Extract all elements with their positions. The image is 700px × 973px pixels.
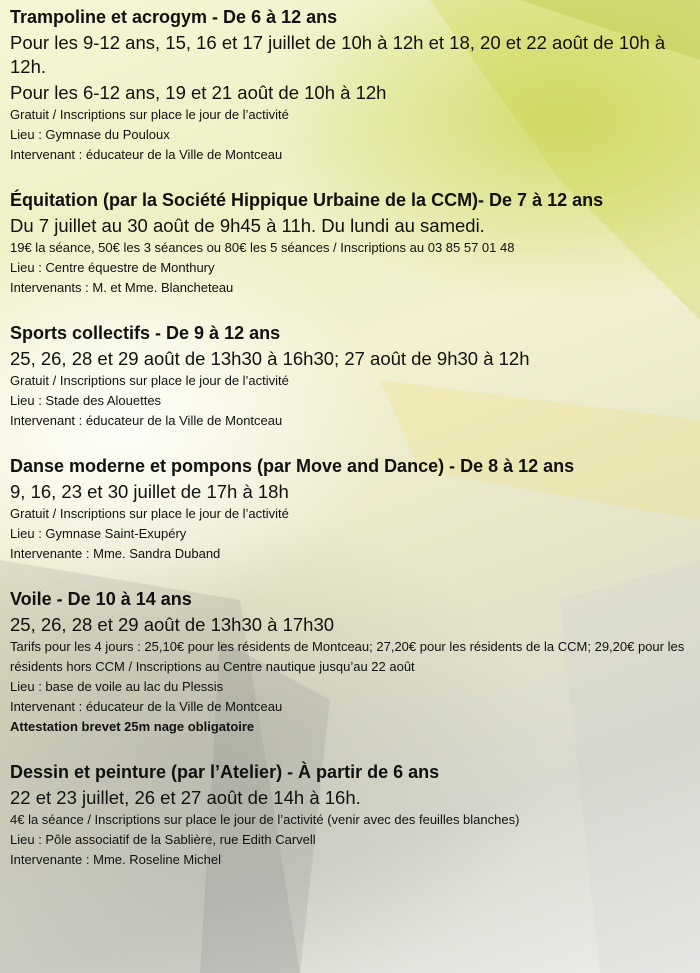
- activity-instructor: Intervenants : M. et Mme. Blancheteau: [10, 280, 234, 295]
- activity-sports-collectifs: [10, 322, 690, 431]
- activity-instructor: Intervenante : Mme. Roseline Michel: [10, 852, 221, 867]
- activity-pricing: Tarifs pour les 4 jours : 25,10€ pour les résidents de Montceau; 27,20€ pour les résidents de la CCM; 29,20€ pour les résidents hors CCM / Inscriptions au Centre nautique jusqu’au 22 août: [10, 639, 685, 674]
- activity-location: Lieu : Centre équestre de Monthury: [10, 260, 215, 275]
- activity-location: Lieu : Gymnase du Pouloux: [10, 127, 170, 142]
- activity-location: Lieu : base de voile au lac du Plessis: [10, 679, 224, 694]
- activity-location: Lieu : Gymnase Saint-Exupéry: [10, 526, 187, 541]
- activity-instructor: Intervenante : Mme. Sandra Duband: [10, 546, 221, 561]
- activity-danse: [10, 455, 690, 564]
- activity-dates: 9, 16, 23 et 30 juillet de 17h à 18h: [10, 481, 289, 502]
- activity-dates: 25, 26, 28 et 29 août de 13h30 à 17h30: [10, 614, 335, 635]
- activity-requirement: Attestation brevet 25m nage obligatoire: [10, 719, 255, 734]
- activity-instructor: Intervenant : éducateur de la Ville de Montceau: [10, 413, 283, 428]
- activity-dessin: [10, 761, 690, 870]
- activity-title: Trampoline et acrogym - De 6 à 12 ans: [10, 7, 338, 27]
- activity-title: Voile - De 10 à 14 ans: [10, 589, 192, 609]
- activity-title: Dessin et peinture (par l’Atelier) - À partir de 6 ans: [10, 762, 440, 782]
- activity-pricing: Gratuit / Inscriptions sur place le jour de l’activité: [10, 506, 289, 521]
- activity-dates: Du 7 juillet au 30 août de 9h45 à 11h. Du lundi au samedi.: [10, 215, 485, 236]
- activity-pricing: 4€ la séance / Inscriptions sur place le jour de l’activité (venir avec des feuilles blanches): [10, 812, 520, 827]
- activity-pricing: 19€ la séance, 50€ les 3 séances ou 80€ les 5 séances / Inscriptions au 03 85 57 01 48: [10, 240, 515, 255]
- activity-location: Lieu : Pôle associatif de la Sablière, rue Edith Carvell: [10, 832, 316, 847]
- activity-location: Lieu : Stade des Alouettes: [10, 393, 162, 408]
- activity-dates: 25, 26, 28 et 29 août de 13h30 à 16h30; 27 août de 9h30 à 12h: [10, 348, 530, 369]
- activity-pricing: Gratuit / Inscriptions sur place le jour de l’activité: [10, 373, 289, 388]
- activity-dates: Pour les 6-12 ans, 19 et 21 août de 10h à 12h: [10, 82, 387, 103]
- activity-trampoline: [10, 6, 690, 165]
- activity-title: Sports collectifs - De 9 à 12 ans: [10, 323, 281, 343]
- activity-equitation: [10, 189, 690, 298]
- activity-dates: 22 et 23 juillet, 26 et 27 août de 14h à 16h.: [10, 787, 361, 808]
- activity-title: Équitation (par la Société Hippique Urbaine de la CCM)- De 7 à 12 ans: [10, 190, 604, 210]
- activity-dates: Pour les 9-12 ans, 15, 16 et 17 juillet de 10h à 12h et 18, 20 et 22 août de 10h à 12h.: [10, 32, 666, 77]
- activity-title: Danse moderne et pompons (par Move and Dance) - De 8 à 12 ans: [10, 456, 575, 476]
- activities-list: [10, 6, 690, 894]
- activity-voile: [10, 588, 690, 737]
- activity-pricing: Gratuit / Inscriptions sur place le jour de l’activité: [10, 107, 289, 122]
- activity-instructor: Intervenant : éducateur de la Ville de Montceau: [10, 147, 283, 162]
- activity-instructor: Intervenant : éducateur de la Ville de Montceau: [10, 699, 283, 714]
